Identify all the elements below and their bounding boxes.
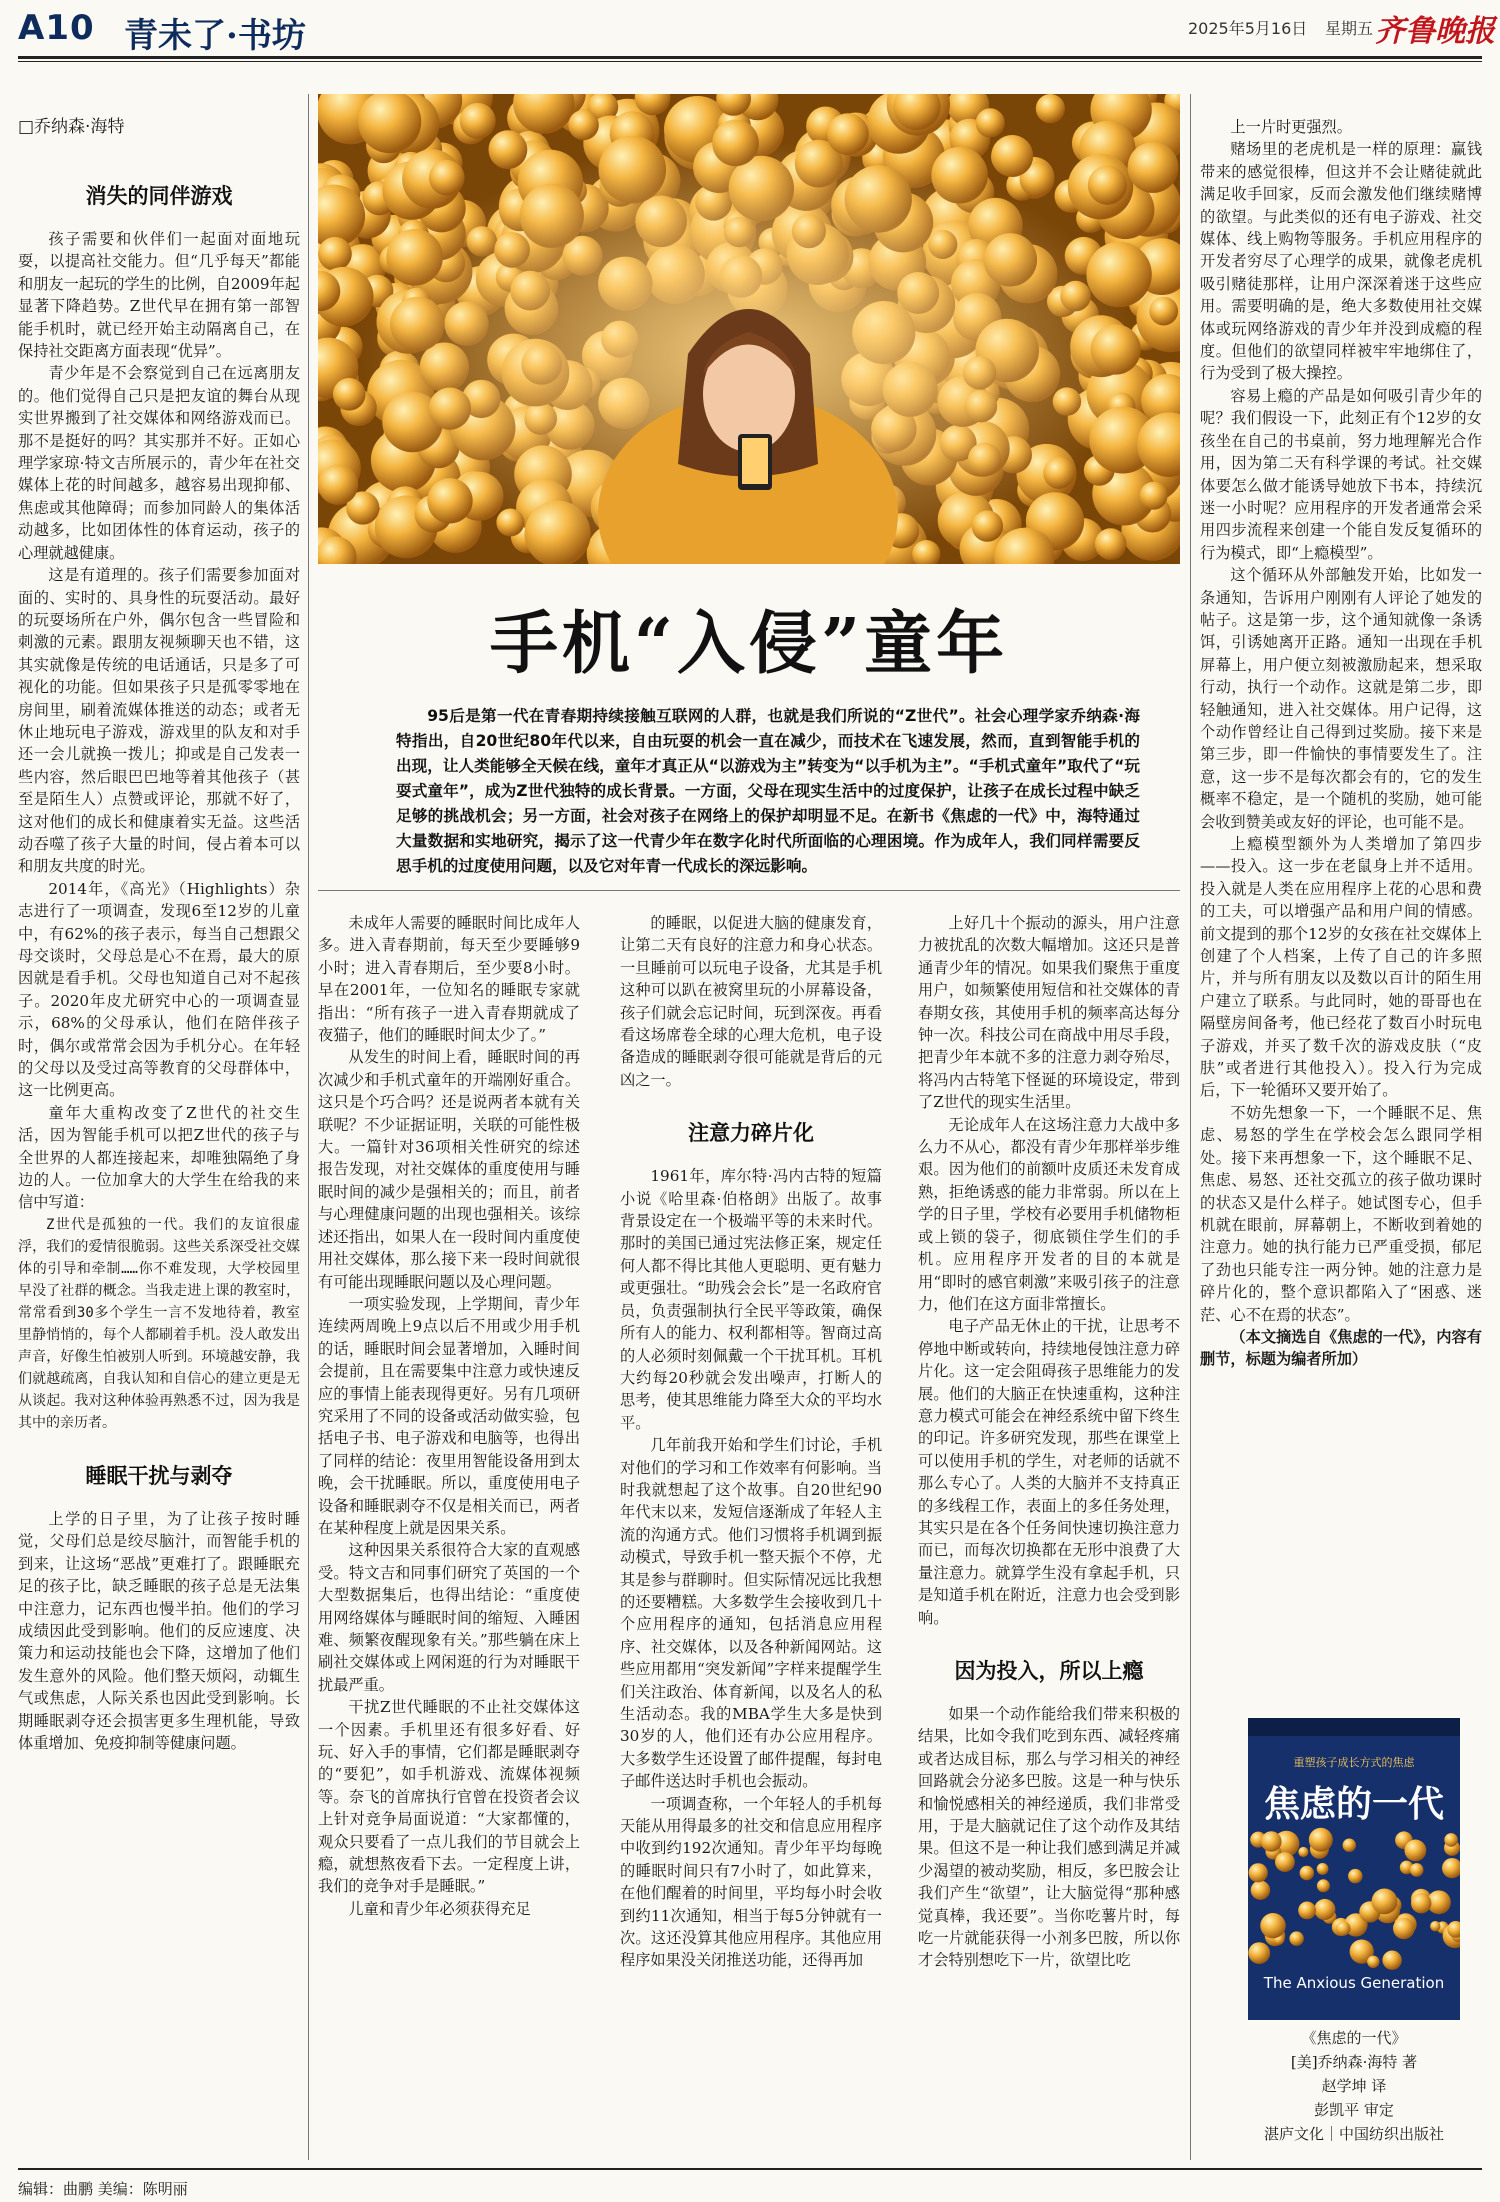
- paragraph: 2014年，《高光》（Highlights）杂志进行了一项调查，发现6至12岁的儿童中，有62%的孩子表示，每当自己想跟父母交谈时，父母总是心不在焉，最大的原因就是看手机。父母也知道自己对不起孩子。2020年皮尤研究中心的一项调查显示，68%的父母承认，他们在陪伴孩子时，偶尔或常常会因为手机分心。在年轻的父母以及受过高等教育的父母群体中，这一比例更高。: [18, 879, 300, 1100]
- ball-decoration: [1393, 1918, 1415, 1940]
- ball-decoration: [1300, 1866, 1314, 1880]
- ball-decoration: [1372, 1889, 1398, 1915]
- book-cover-image: [1248, 1718, 1460, 2020]
- column-1: [18, 180, 300, 1754]
- ball-decoration: [1343, 1839, 1356, 1852]
- ball-decoration: [1289, 1931, 1303, 1945]
- hero-photo: [318, 94, 1180, 564]
- paragraph: 电子产品无休止的干扰，让思考不停地中断或转向，持续地侵蚀注意力碎片化。这一定会阻碍孩子思维能力的发展。他们的大脑正在快速重构，这种注意力模式可能会在神经系统中留下终生的印记。许多研究发现，那些在课堂上可以使用手机的学生，对老师的话就不那么专心了。人类的大脑并不支持真正的多线程工作，表面上的多任务处理，其实只是在各个任务间快速切换注意力而已，而每次切换都在无形中浪费了大量注意力。就算学生没有拿起手机，只是知道手机在附近，注意力也会受到影响。: [918, 1317, 1180, 1627]
- paragraph: 赌场里的老虎机是一样的原理：赢钱带来的感觉很棒，但这并不会让赌徒就此满足收手回家，反而会激发他们继续赌博的欲望。与此类似的还有电子游戏、社交媒体、线上购物等服务。手机应用程序的开发者穷尽了心理学的成果，就像老虎机吸引赌徒那样，让用户深深着迷于这些应用。需要明确的是，绝大多数使用社交媒体或玩网络游戏的青少年并没到成瘾的程度。但他们的欲望同样被牢牢地绑住了，行为受到了极大操控。: [1200, 140, 1482, 383]
- editor-credits: 编辑：曲鹏 美编：陈明丽: [18, 2180, 188, 2198]
- paragraph: 这个循环从外部触发开始，比如发一条通知，告诉用户刚刚有人评论了她发的帖子。这是第一步，这个通知就像一条诱饵，引诱她离开正路。通知一出现在手机屏幕上，用户便立刻被激励起来，想采取行动，执行一个动作。这就是第二步，即轻触通知，进入社交媒体。用户记得，这个动作曾经让自己得到过奖励。接下来是第三步，即一件愉快的事情要发生了。注意，这一步不是每次都会有的，它的发生概率不稳定，是一个随机的奖励，她可能会收到赞美或友好的评论，也可能不是。: [1200, 566, 1482, 831]
- paragraph: 上一片时更强烈。: [1230, 118, 1352, 136]
- masthead-rule-thin: [18, 61, 1482, 62]
- column-divider: [308, 94, 309, 2160]
- book-caption-translator: 赵学坤 译: [1321, 2077, 1387, 2095]
- ball-decoration: [1298, 1902, 1316, 1920]
- issue-date: 2025年5月16日: [1188, 19, 1308, 38]
- newspaper-logo: 齐鲁晚报: [1375, 14, 1495, 49]
- ball-decoration: [1275, 1852, 1295, 1872]
- book-cover-tagline: 重塑孩子成长方式的焦虑: [1293, 1756, 1415, 1769]
- paragraph: 不妨先想象一下，一个睡眠不足、焦虑、易怒的学生在学校会怎么跟同学相处。接下来再想象一下，这个睡眠不足、焦虑、易怒、还社交孤立的孩子做功课时的状态又是什么样子。她试图专心，但手机就在眼前，屏幕朝上，不断收到着她的注意力。她的执行能力已严重受损，郁尼了劲也只能专注一两分钟。她的注意力是碎片化的，整个意识都陷入了“困惑、迷茫、心不在焉的状态”。: [1200, 1103, 1482, 1324]
- ball-decoration: [1405, 1840, 1427, 1862]
- subhead-addiction: 因为投入，所以上瘾: [954, 1659, 1144, 1683]
- ball-decoration: [1367, 1956, 1379, 1968]
- lead-paragraph: 95后是第一代在青春期持续接触互联网的人群，也就是我们所说的“Z世代”。社会心理学家乔纳森·海特指出，自20世纪80年代以来，自由玩耍的机会一直在减少，而技术在飞速发展，然而，直到智能手机的出现，让人类能够全天候在线，童年才真正从“以游戏为主”转变为“以手机为主”。“手机式童年”取代了“玩耍式童年”，成为Z世代独特的成长背景。一方面，父母在现实生活中的过度保护，让孩子在成长过程中缺乏足够的挑战机会；另一方面，社会对孩子在网络上的保护却明显不足。在新书《焦虑的一代》中，海特通过大量数据和实地研究，揭示了这一代青少年在数字化时代所面临的心理困境。作为成年人，我们同样需要反思手机的过度使用问题，以及它对年青一代成长的深远影响。: [396, 707, 1140, 875]
- footer-rule: [18, 2168, 1482, 2170]
- ball-decoration: [1382, 1951, 1401, 1970]
- book-caption: [1218, 2026, 1490, 2146]
- column-2: [318, 912, 580, 1920]
- column-divider: [1190, 94, 1191, 2160]
- paragraph: 容易上瘾的产品是如何吸引青少年的呢？我们假设一下，此刻正有个12岁的女孩坐在自己的书桌前，努力地理解光合作用，因为第二天有科学课的考试。社交媒体要怎么做才能诱导她放下书本，持续沉迷一小时呢？应用程序的开发者通常会采用四步流程来创建一个能自发反复循环的行为模式，即“上瘾模型”。: [1200, 386, 1482, 562]
- subhead-lost-play: 消失的同伴游戏: [85, 184, 233, 208]
- ball-decoration: [1317, 1863, 1329, 1875]
- paragraph: 如果一个动作能给我们带来积极的结果，比如令我们吃到东西、减轻疼痛或者达成目标，那么与学习相关的神经回路就会分泌多巴胺。这是一种与快乐和愉悦感相关的神经递质，我们非常受用，于是大脑就记住了这个动作及其结果。但这不是一种让我们感到满足并减少渴望的被动奖励，相反，多巴胺会让我们产生“欲望”，让大脑觉得“那种感觉真棒，我还要”。当你吃薯片时，每吃一片就能获得一小剂多巴胺，所以你才会特别想吃下一片，欲望比吃: [918, 1705, 1180, 1970]
- ball-decoration: [1444, 1833, 1458, 1847]
- paragraph: 无论成年人在这场注意力大战中多么力不从心，都没有青少年那样举步维艰。因为他们的前额叶皮质还未发育成熟，拒绝诱惑的能力非常弱。所以在上学的日子里，学校有必要用手机储物柜或上锁的袋子，彻底锁住学生们的手机。应用程序开发者的目的本就是用“即时的感官刺激”来吸引孩子的注意力，他们在这方面非常擅长。: [918, 1115, 1180, 1313]
- author-byline: □乔纳森·海特: [18, 117, 125, 137]
- paragraph: 干扰Z世代睡眠的不止社交媒体这一个因素。手机里还有很多好看、好玩、好入手的事情，它们都是睡眠剥夺的“要犯”，如手机游戏、流媒体视频等。奈飞的首席执行官曾在投资者会议上针对竞争局面说道：“大家都懂的，观众只要看了一点儿我们的节目就会上瘾，就想熬夜看下去。一定程度上讲，我们的竞争对手是睡眠。”: [318, 1698, 580, 1896]
- girl-with-phone-illustration: [318, 94, 1180, 564]
- masthead-rule: [18, 56, 1482, 59]
- ball-decoration: [1249, 1863, 1268, 1882]
- book-caption-title: 《焦虑的一代》: [1301, 2029, 1407, 2047]
- book-caption-publisher: 湛庐文化｜中国纺织出版社: [1263, 2125, 1444, 2143]
- paragraph: 未成年人需要的睡眠时间比成年人多。进入青春期前，每天至少要睡够9小时；进入青春期后，至少要8小时。早在2001年，一位知名的睡眠专家就指出：“所有孩子一进入青春期就成了夜猫子，他们的睡眠时间太少了。”: [318, 914, 580, 1045]
- ball-decoration: [1261, 1831, 1282, 1852]
- paragraph: 这是有道理的。孩子们需要参加面对面的、实时的、具身性的玩耍活动。最好的玩耍场所在户外，偶尔包含一些冒险和刺激的元素。跟朋友视频聊天也不错，这其实就像是传统的电话通话，只是多了可视化的功能。但如果孩子只是孤零零地在房间里，刷着流媒体推送的动态；或者无休止地玩电子游戏，游戏里的队友和对手还一会儿就换一拨儿；抑或是自己发表一些内容，然后眼巴巴地等着其他孩子（甚至是陌生人）点赞或评论，那就不好了，这对他们的成长和健康着实无益。这些活动吞噬了孩子大量的时间，侵占着本可以和朋友共度的时光。: [18, 566, 300, 876]
- paragraph: 的睡眠，以促进大脑的健康发育，让第二天有良好的注意力和身心状态。一旦睡前可以玩电子设备，尤其是手机这种可以趴在被窝里玩的小屏幕设备，孩子们就会忘记时间，玩到深夜。再看看这场席卷全球的心理大危机，电子设备造成的睡眠剥夺很可能就是背后的元凶之一。: [620, 914, 882, 1089]
- paragraph: 上学的日子里，为了让孩子按时睡觉，父母们总是绞尽脑汁，而智能手机的到来，让这场“恶战”更难打了。跟睡眠充足的孩子比，缺乏睡眠的孩子总是无法集中注意力，记东西也慢半拍。他们的学习成绩因此受到影响。他们的反应速度、决策力和运动技能也会下降，这增加了他们发生意外的风险。他们整天烦闷，动辄生气或焦虑，人际关系也因此受到影响。长期睡眠剥夺还会损害更多生理机能，导致体重增加、免疫抑制等健康问题。: [18, 1509, 300, 1752]
- paragraph: 几年前我开始和学生们讨论，手机对他们的学习和工作效率有何影响。当时我就想起了这个故事。自20世纪90年代末以来，发短信逐渐成了年轻人主流的沟通方式。他们习惯将手机调到振动模式，导致手机一整天振个不停，尤其是参与群聊时。但实际情况远比我想的还要糟糕。大多数学生会接收到几十个应用程序的通知，包括消息应用程序、社交媒体，以及各种新闻网站。这些应用都用“突发新闻”字样来提醒学生们关注政治、体育新闻，以及名人的私生活动态。我的MBA学生大多是快到30岁的人，他们还有办公应用程序。大多数学生还设置了邮件提醒，每封电子邮件送达时手机也会振动。: [620, 1436, 882, 1791]
- paragraph: 这种因果关系很符合大家的直观感受。特文吉和同事们研究了英国的一个大型数据集后，也得出结论：“重度使用网络媒体与睡眠时间的缩短、入睡困难、频繁夜醒现象有关。”那些躺在床上刷社交媒体或上网闲逛的行为对睡眠干扰最严重。: [318, 1541, 580, 1694]
- paragraph: 一项调查称，一个年轻人的手机每天能从用得最多的社交和信息应用程序中收到约192次通知。青少年平均每晚的睡眠时间只有7小时了，如此算来，在他们醒着的时间里，平均每小时会收到约11次通知，相当于每5分钟就有一次。这还没算其他应用程序。其他应用程序如果没关闭推送功能，还得再加: [620, 1794, 882, 1970]
- paragraph: 童年大重构改变了Z世代的社交生活，因为智能手机可以把Z世代的孩子与全世界的人都连接起来，却唯独隔绝了身边的人。一位加拿大的大学生在给我的来信中写道：: [18, 1103, 300, 1212]
- section-title: 青未了·书坊: [124, 16, 306, 56]
- book-cover-title: 焦虑的一代: [1263, 1783, 1445, 1825]
- ball-decoration: [1317, 1879, 1330, 1892]
- lead-rule: [318, 890, 1180, 891]
- headline: 手机“入侵”童年: [489, 604, 1009, 684]
- paragraph: 从发生的时间上看，睡眠时间的再次减少和手机式童年的开端刚好重合。这只是个巧合吗？还是说两者本就有关联呢？不少证据证明，关联的可能性极大。一篇针对36项相关性研究的综述报告发现，对社交媒体的重度使用与睡眠时间的减少是强相关的；而且，前者与心理健康问题的出现也强相关。该综述还指出，如果人在一段时间内重度使用社交媒体，那么接下来一段时间就很有可能出现睡眠问题以及心理问题。: [318, 1048, 580, 1291]
- book-caption-reviewer: 彭凯平 审定: [1314, 2101, 1394, 2119]
- ball-decoration: [1348, 1869, 1362, 1883]
- ball-decoration: [1430, 1921, 1440, 1931]
- ball-decoration: [1298, 1847, 1308, 1857]
- paragraph: 一项实验发现，上学期间，青少年连续两周晚上9点以后不用或少用手机的话，睡眠时间会显著增加，入睡时间会提前，且在需要集中注意力或快速反应的事情上能表现得更好。另有几项研究采用了不同的设备或活动做实验，包括电子书、电子游戏和电脑等，也得出了同样的结论：夜里用智能设备用到太晚，会干扰睡眠。所以，重度使用电子设备和睡眠剥夺不仅是相关而已，两者在某种程度上就是因果关系。: [318, 1294, 580, 1537]
- book-cover-english-title: The Anxious Generation: [1263, 1974, 1445, 1992]
- student-letter-quote: Z世代是孤独的一代。我们的友谊很虚浮，我们的爱情很脆弱。这些关系深受社交媒体的引导和牵制……你不难发现，大学校园里早没了社群的概念。当我走进上课的教室时，常常看到30多个学生一言不发地待着，教室里静悄悄的，每个人都刷着手机。没人敢发出声音，好像生怕被别人听到。环境越安静，我们就越疏离，自我认知和自信心的建立更是无从谈起。我对这种体验再熟悉不过，因为我是其中的亲历者。: [18, 1216, 300, 1431]
- ball-decoration: [1248, 1942, 1270, 1964]
- excerpt-note: （本文摘选自《焦虑的一代》，内容有删节，标题为编者所加）: [1200, 1327, 1482, 1369]
- ball-decoration: [1260, 1913, 1285, 1938]
- paragraph: 孩子需要和伙伴们一起面对面地玩耍，以提高社交能力。但“几乎每天”都能和朋友一起玩的学生的比例，自2009年起显著下降趋势。Z世代早在拥有第一部智能手机时，就已经开始主动隔离自己，在保持社交距离方面表现“优异”。: [18, 230, 300, 361]
- page-number: A10: [18, 8, 95, 48]
- ball-decoration: [1411, 1893, 1431, 1913]
- subhead-attention: 注意力碎片化: [688, 1121, 814, 1146]
- paragraph: 上好几十个振动的源头，用户注意力被扰乱的次数大幅增加。这还只是普通青少年的情况。如果我们聚焦于重度用户，如频繁使用短信和社交媒体的青春期女孩，其使用手机的频率高达每分钟一次。科技公司在商战中用尽手段，把青少年本就不多的注意力剥夺殆尽，将冯内古特笔下怪诞的环境设定，带到了Z世代的现实生活里。: [918, 914, 1180, 1112]
- issue-weekday: 星期五: [1325, 19, 1374, 38]
- book-caption-author: [美]乔纳森·海特 著: [1290, 2053, 1418, 2071]
- ball-decoration: [1251, 1881, 1270, 1900]
- column-3: [620, 912, 882, 1972]
- paragraph: 1961年，库尔特·冯内古特的短篇小说《哈里森·伯格朗》出版了。故事背景设定在一个极端平等的未来时代。那时的美国已通过宪法修正案，规定任何人都不得比其他人更聪明、更有魅力或更强壮。“助残会会长”是一名政府官员，负责强制执行全民平等政策，确保所有人的能力、权利都相等。智商过高的人必须时刻佩戴一个干扰耳机。耳机大约每20秒就会发出噪声，打断人的思考，使其思维能力降至大众的平均水平。: [620, 1167, 882, 1432]
- ball-decoration: [1336, 1921, 1351, 1936]
- paragraph: 儿童和青少年必须获得充足: [348, 1899, 531, 1918]
- paragraph: 上瘾模型额外为人类增加了第四步——投入。这一步在老鼠身上并不适用。投入就是人类在应用程序上花的心思和费的工夫，可以增强产品和用户间的情感。前文提到的那个12岁的女孩在社交媒体上创建了个人档案，上传了自己的许多照片，并与所有朋友以及数以百计的陌生用户建立了联系。与此同时，她的哥哥也在隔壁房间备考，他已经花了数百小时玩电子游戏，并买了数千次的游戏皮肤（“皮肤”或者进行其他投入）。投入行为完成后，下一轮循环又要开始了。: [1200, 835, 1482, 1100]
- column-4: [918, 912, 1180, 1972]
- column-5: [1200, 116, 1482, 1371]
- ball-decoration: [1309, 1828, 1333, 1852]
- subhead-sleep: 睡眠干扰与剥夺: [85, 1463, 233, 1488]
- paragraph: 青少年是不会察觉到自己在远离朋友的。他们觉得自己只是把友谊的舞台从现实世界搬到了社交媒体和网络游戏而已。那不是挺好的吗？其实那并不好。正如心理学家琼·特文吉所展示的，青少年在社交媒体上花的时间越多，越容易出现抑郁、焦虑或其他障碍；而参加同龄人的集体活动越多，比如团体性的体育运动，孩子的心理就越健康。: [18, 364, 300, 562]
- ball-decoration: [1314, 1899, 1335, 1920]
- ball-decoration: [1410, 1863, 1424, 1877]
